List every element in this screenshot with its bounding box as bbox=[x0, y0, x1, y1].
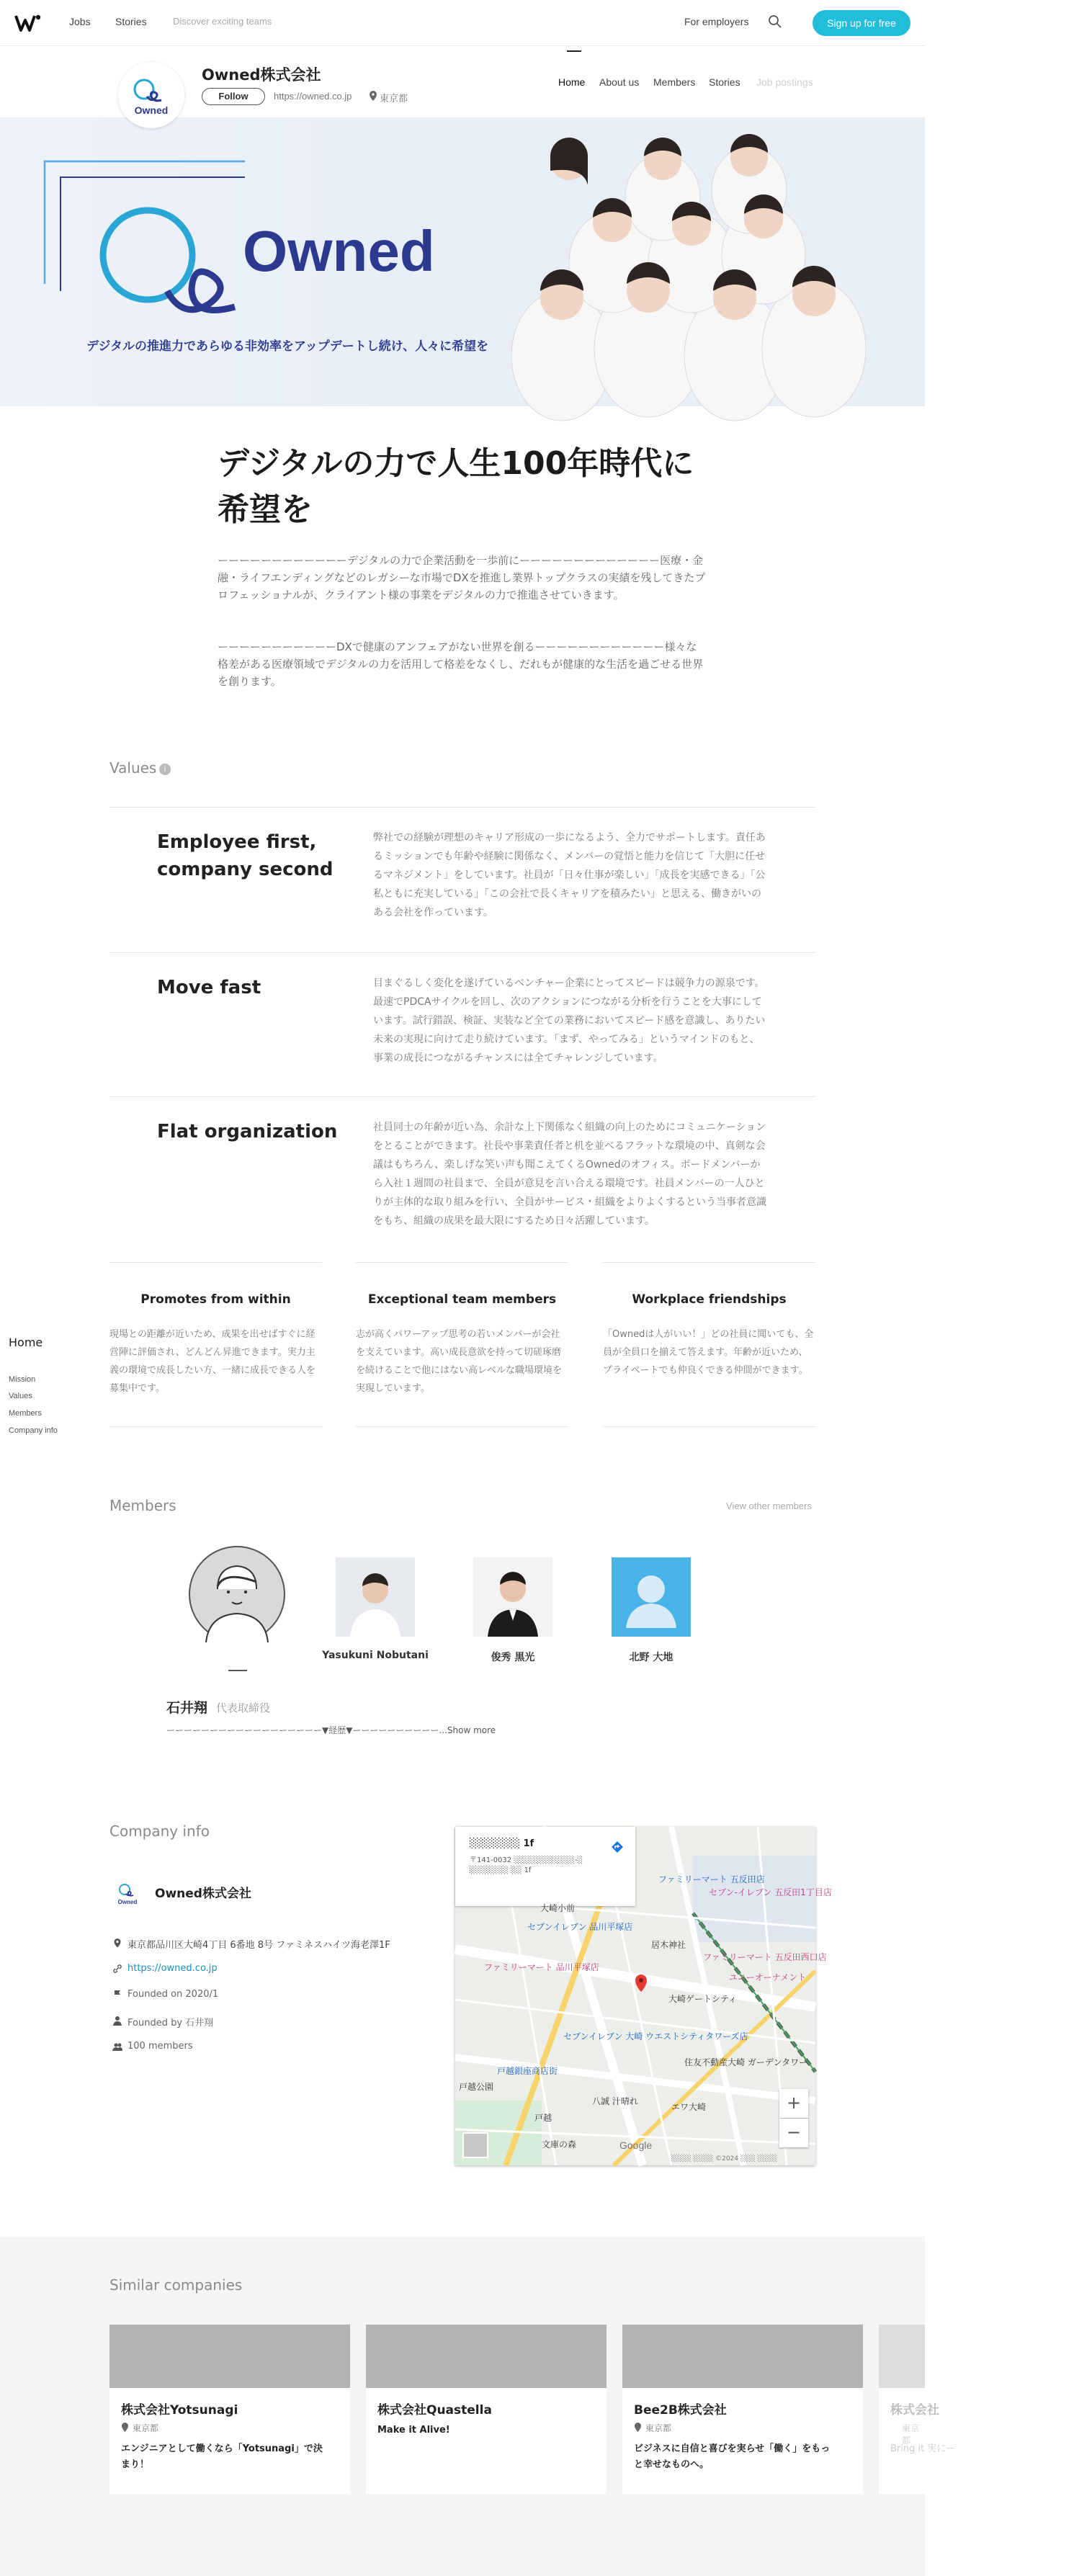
wantedly-logo-icon[interactable] bbox=[14, 13, 43, 33]
similar-company-card[interactable] bbox=[366, 2325, 607, 2494]
link-icon bbox=[112, 1964, 122, 1974]
team-photo bbox=[497, 118, 925, 421]
map-label: エワ大崎 bbox=[671, 2102, 707, 2112]
nav-stories-link[interactable]: Stories bbox=[115, 16, 147, 27]
value-title: Move fast bbox=[157, 977, 261, 998]
values-heading: Values bbox=[109, 759, 157, 777]
hero-banner bbox=[0, 118, 925, 406]
map-label: 戸越銀座商店街 bbox=[497, 2066, 558, 2076]
active-tab-indicator bbox=[567, 50, 581, 52]
location-pin-icon bbox=[634, 2423, 642, 2432]
map-zoom-out-button[interactable]: − bbox=[779, 2119, 808, 2147]
similar-company-name: 株式会社Yotsunagi bbox=[121, 2403, 238, 2418]
member-photo-icon bbox=[336, 1557, 415, 1637]
map-label: 戸越 bbox=[534, 2113, 552, 2123]
company-cover-image bbox=[879, 2325, 925, 2388]
member-name[interactable]: 俊秀 黒光 bbox=[491, 1652, 535, 1663]
follow-button[interactable]: Follow bbox=[202, 88, 265, 105]
featured-member-bio bbox=[166, 1724, 496, 1736]
map-card-address: 〒141-0032 ░░░░░░░░░░░-░ ░░░░░░░ ░░ 1f bbox=[470, 1856, 583, 1874]
similar-company-card[interactable] bbox=[109, 2325, 350, 2494]
members-heading: Members bbox=[109, 1497, 176, 1514]
divider bbox=[109, 952, 815, 953]
company-address: 東京都品川区大崎4丁目 6番地 8号 ファミネスハイツ海老澤1F bbox=[127, 1940, 390, 1951]
similar-company-location: 東京都 bbox=[133, 2423, 159, 2433]
mission-paragraph-1: ーーーーーーーーーーーーデジタルの力で企業活動を一歩前にーーーーーーーーーーーーー医療・金融・ライフエンディングなどのレガシーな市場でDXを推進し業界トップクラスの実績を残してきたプロフェッショナルが、クライアント様の事業をデジタルの力で推進させていきます。 bbox=[218, 554, 706, 601]
map-label: ファミリーマート 五反田店 bbox=[658, 1874, 765, 1884]
map-footer: ░░░░ ░░░░ ©2024 ░░░ ░░░░ bbox=[671, 2155, 778, 2163]
info-icon[interactable]: i bbox=[159, 764, 171, 775]
nav-jobs-link[interactable]: Jobs bbox=[69, 16, 91, 27]
company-info-name: Owned株式会社 bbox=[155, 1887, 251, 1901]
map-label: 文庫の森 bbox=[542, 2139, 577, 2150]
similar-company-name: 株式会社Quastella bbox=[377, 2403, 492, 2418]
value-title: Flat organization bbox=[157, 1121, 338, 1142]
similar-company-description: Make it Alive! bbox=[377, 2425, 450, 2436]
pillar-title: Exceptional team members bbox=[367, 1292, 557, 1307]
sidenav-item-company-info[interactable]: Company info bbox=[9, 1426, 58, 1435]
tab-job-postings[interactable]: Job postings bbox=[756, 76, 813, 88]
company-name: Owned株式会社 bbox=[202, 66, 321, 84]
pillar-text: 現場との距離が近いため、成果を出せばすぐに経営陣に評価され、どんどん昇進できます。実力主義の環境で成長したい方、一緒に成長できる人を募集中です。 bbox=[109, 1329, 316, 1394]
map-label: セブン-イレブン 五反田1丁目店 bbox=[709, 1887, 832, 1897]
people-icon bbox=[112, 2041, 122, 2052]
map-label: 八誠 汁晴れ bbox=[592, 2096, 638, 2106]
google-attribution: Google bbox=[619, 2139, 653, 2151]
mission-paragraph-2: ーーーーーーーーーーーDXで健康のアンフェアがない世界を創るーーーーーーーーーーーー様々な格差がある医療領域でデジタルの力を活用して格差をなくし、だれもが健康的な生活を過ごせる世界を創ります。 bbox=[218, 640, 704, 688]
pillar-title: Promotes from within bbox=[140, 1292, 291, 1307]
featured-bio-text: ーーーーーーーーーーーーーーーーーー▼経歴▼ーーーーーーーーーー... bbox=[166, 1725, 447, 1735]
similar-company-name: 株式会社 bbox=[890, 2403, 939, 2418]
company-founded-date: Founded on 2020/1 bbox=[127, 1989, 219, 2000]
signup-button[interactable]: Sign up for free bbox=[813, 10, 910, 36]
hero-logo-text: Owned bbox=[243, 219, 435, 283]
company-avatar[interactable] bbox=[118, 62, 184, 128]
company-location: 東京都 bbox=[380, 94, 408, 104]
top-navigation bbox=[0, 0, 925, 46]
divider bbox=[356, 1262, 568, 1263]
map-label: セブンイレブン 品川平塚店 bbox=[527, 1922, 633, 1932]
svg-text:Owned: Owned bbox=[134, 104, 169, 116]
map-label: ファミリーマート 五反田西口店 bbox=[703, 1952, 827, 1962]
pillar-text: 志が高くパワーアップ思考の若いメンバーが会社を支えています。高い成長意欲を持って切磋琢磨を続けることで他にはない高レベルな職場環境を実現しています。 bbox=[356, 1329, 563, 1394]
sidenav-item-mission[interactable]: Mission bbox=[9, 1375, 36, 1384]
view-other-members-link[interactable]: View other members bbox=[726, 1501, 812, 1511]
similar-company-description: Bring it 実にー bbox=[890, 2443, 956, 2454]
map-card-title: ░░░░░░░ 1f bbox=[470, 1838, 534, 1849]
illustrated-avatar-icon bbox=[189, 1546, 285, 1642]
company-member-count: 100 members bbox=[127, 2041, 193, 2052]
tab-stories[interactable]: Stories bbox=[709, 76, 740, 88]
show-more-link[interactable]: Show more bbox=[447, 1725, 496, 1735]
similar-company-location: 東京都 bbox=[645, 2423, 672, 2433]
mission-title: デジタルの力で人生100年時代に希望を bbox=[218, 445, 694, 528]
flag-icon bbox=[112, 1990, 122, 2000]
value-title: Employee first, company second bbox=[157, 831, 334, 880]
similar-company-description: エンジニアとして働くなら「Yotsunagi」で決まり！ bbox=[121, 2443, 323, 2470]
map-label: 居木神社 bbox=[651, 1940, 686, 1950]
person-icon bbox=[112, 2016, 122, 2026]
pillar-title: Workplace friendships bbox=[632, 1292, 787, 1307]
location-pin-icon bbox=[121, 2423, 129, 2432]
map-label: 住友不動産大崎 ガーデンタワー bbox=[684, 2057, 808, 2067]
divider bbox=[109, 1262, 322, 1263]
map-label: ファミリーマート 品川平塚店 bbox=[484, 1962, 599, 1972]
location-pin-icon bbox=[112, 1938, 122, 1948]
company-founder: Founded by 石井翔 bbox=[127, 2018, 214, 2029]
company-map[interactable] bbox=[455, 1827, 832, 2165]
nav-discover-link[interactable]: Discover exciting teams bbox=[173, 16, 272, 27]
divider bbox=[356, 1426, 568, 1427]
similar-company-description: ビジネスに自信と喜びを実らせ「働く」をもっと幸せなものへ。 bbox=[634, 2443, 831, 2470]
featured-member-role: 代表取締役 bbox=[216, 1701, 271, 1714]
member-avatar[interactable] bbox=[336, 1557, 415, 1637]
pillar-text: 「Ownedは人がいい！」どの社員に聞いても、全員が全員口を揃えて答えます。年齢が近いため、プライベートでも仲良くできる仲間ができます。 bbox=[603, 1329, 814, 1376]
map-label: セブンイレブン 大崎 ウエストシティタワーズ店 bbox=[563, 2031, 748, 2041]
company-header bbox=[0, 46, 925, 118]
selected-member-indicator bbox=[228, 1670, 247, 1671]
divider bbox=[603, 1262, 815, 1263]
owned-logo-icon bbox=[118, 62, 184, 128]
svg-text:Owned: Owned bbox=[117, 1899, 138, 1905]
company-website-link[interactable]: https://owned.co.jp bbox=[127, 1963, 218, 1974]
similar-companies-heading: Similar companies bbox=[109, 2276, 243, 2294]
member-avatar[interactable] bbox=[473, 1557, 552, 1637]
similar-company-location: 東京都 bbox=[902, 2423, 920, 2446]
map-label: 戸越公園 bbox=[459, 2082, 494, 2092]
map-layer-toggle[interactable] bbox=[462, 2132, 488, 2158]
search-icon[interactable] bbox=[768, 14, 782, 29]
similar-company-card[interactable] bbox=[622, 2325, 863, 2494]
similar-company-name: Bee2B株式会社 bbox=[634, 2403, 727, 2418]
sidenav-home[interactable]: Home bbox=[9, 1336, 43, 1349]
nav-for-employers-link[interactable]: For employers bbox=[684, 16, 749, 27]
map-label: 大崎ゲートシティ bbox=[668, 1994, 738, 2004]
member-name[interactable]: 北野 大地 bbox=[629, 1652, 673, 1663]
company-cover-image bbox=[366, 2325, 607, 2388]
company-logo-icon bbox=[112, 1877, 143, 1908]
company-cover-image bbox=[622, 2325, 863, 2388]
value-text: 社員同士の年齢が近い為、余計な上下関係なく組織の向上のためにコミュニケーションをとることができます。社長や事業責任者と机を並べるフラットな環境の中、真剣な会議はもちろん、楽しげな笑い声も聞こえてくるOwnedのオフィス。ボードメンバーから入社１週間の社員まで、全員が意見を言い合える環境です。社員メンバーの一人ひとりが主体的な取り組みを行い、全員がサービス・組織をよりよくするという当事者意識をもち、組織の成果を最大限にするため日々活躍しています。 bbox=[373, 1122, 766, 1227]
sidenav-item-values[interactable]: Values bbox=[9, 1392, 32, 1400]
featured-member-name: 石井翔 bbox=[166, 1700, 208, 1716]
map-label: 大崎小前 bbox=[540, 1903, 576, 1913]
directions-icon[interactable] bbox=[610, 1840, 625, 1854]
default-avatar-icon bbox=[612, 1557, 691, 1637]
hero-tagline: デジタルの推進力であらゆる非効率をアップデートし続け、人々に希望を bbox=[86, 339, 489, 354]
similar-company-card[interactable] bbox=[879, 2325, 956, 2494]
member-photo-icon bbox=[473, 1557, 552, 1637]
hero-illustration bbox=[0, 118, 925, 406]
sidenav-item-members[interactable]: Members bbox=[9, 1409, 42, 1418]
member-name[interactable]: Yasukuni Nobutani bbox=[322, 1650, 429, 1661]
map-label: ユニーオーナメント bbox=[729, 1972, 807, 1982]
divider bbox=[109, 1426, 322, 1427]
tab-about-us[interactable]: About us bbox=[599, 76, 640, 88]
company-url-link[interactable]: https://owned.co.jp bbox=[274, 91, 352, 102]
tab-home[interactable]: Home bbox=[558, 76, 586, 88]
company-cover-image bbox=[109, 2325, 350, 2388]
value-text: 目まぐるしく変化を遂げているベンチャー企業にとってスピードは競争力の源泉です。最速でPDCAサイクルを回し、次のアクションにつながる分析を行うことを大事にしています。試行錯誤、検証、実装など全ての業務においてスピード感を意識し、ありたい未来の実現に向けて走り続けています。「まず、やってみる」というマインドのもと、事業の成長につながるチャンスには全てチャレンジしています。 bbox=[373, 978, 766, 1064]
map-info-card bbox=[455, 1827, 635, 1906]
member-avatar[interactable] bbox=[189, 1546, 285, 1642]
member-avatar[interactable] bbox=[612, 1557, 691, 1637]
divider bbox=[603, 1426, 815, 1427]
divider bbox=[109, 807, 815, 808]
value-text: 弊社での経験が理想のキャリア形成の一歩になるよう、全力でサポートします。責任あるミッションでも年齢や経験に関係なく、メンバーの覚悟と能力を信じて「大胆に任せるマネジメント」をしています。社員が「日々仕事が楽しい」「成長を実感できる」「公私ともに充実している」「この会社で長くキャリアを積みたい」と思える、働きがいのある会社を作っています。 bbox=[373, 832, 766, 918]
map-zoom-in-button[interactable]: + bbox=[779, 2089, 808, 2118]
company-info-heading: Company info bbox=[109, 1823, 210, 1840]
tab-members[interactable]: Members bbox=[653, 76, 696, 88]
divider bbox=[109, 1096, 815, 1097]
location-pin-icon bbox=[369, 91, 377, 101]
